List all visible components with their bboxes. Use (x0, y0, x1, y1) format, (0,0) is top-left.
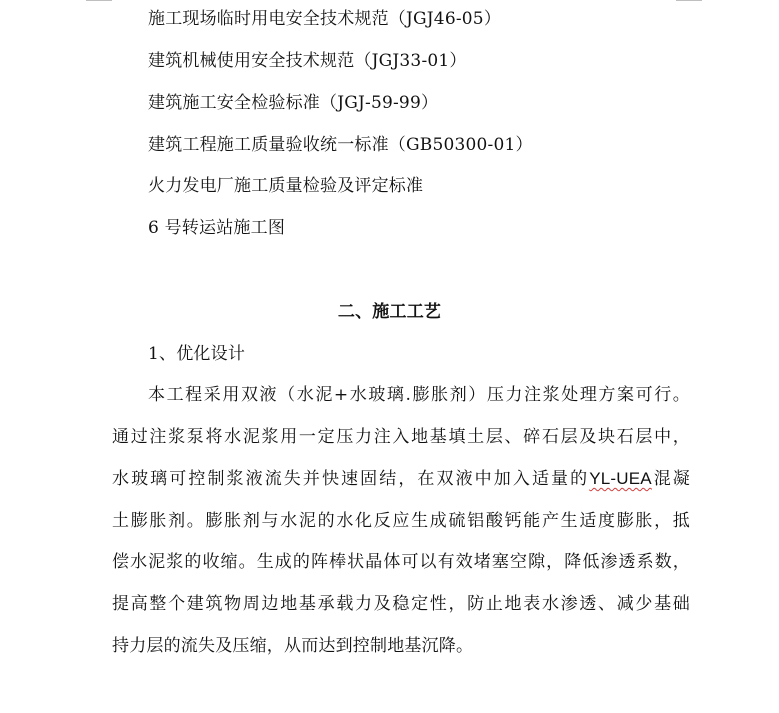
paragraph-line: 本工程采用双液（水泥+水玻璃.膨胀剂）压力注浆处理方案可行。 (148, 385, 690, 405)
paragraph-text: 混凝 (651, 469, 691, 489)
paragraph-line: 通过注浆泵将水泥浆用一定压力注入地基填土层、碎石层及块石层中， (112, 427, 690, 447)
paragraph-text: 水玻璃可控制浆液流失并快速固结，在双液中加入适量的 (112, 469, 590, 489)
subsection-heading: 1、优化设计 (148, 344, 246, 364)
reference-item: 建筑工程施工质量验收统一标准（GB50300-01） (148, 135, 533, 155)
paragraph-line: 持力层的流失及压缩，从而达到控制地基沉降。 (112, 636, 474, 656)
reference-item: 施工现场临时用电安全技术规范（JGJ46-05） (148, 9, 502, 29)
section-heading: 二、施工工艺 (337, 302, 442, 322)
reference-item: 6 号转运站施工图 (148, 218, 286, 238)
paragraph-line: 提高整个建筑物周边地基承载力及稳定性，防止地表水渗透、减少基础 (112, 594, 690, 614)
paragraph-line (112, 469, 690, 489)
product-code: YL-UEA (589, 469, 652, 488)
paragraph-line: 偿水泥浆的收缩。生成的阵棒状晶体可以有效堵塞空隙，降低渗透系数， (112, 552, 690, 572)
reference-item: 建筑施工安全检验标准（JGJ-59-99） (148, 93, 439, 113)
reference-item: 火力发电厂施工质量检验及评定标准 (148, 176, 424, 196)
reference-item: 建筑机械使用安全技术规范（JGJ33-01） (148, 51, 467, 71)
paragraph-line: 土膨胀剂。膨胀剂与水泥的水化反应生成硫铝酸钙能产生适度膨胀，抵 (112, 511, 690, 531)
